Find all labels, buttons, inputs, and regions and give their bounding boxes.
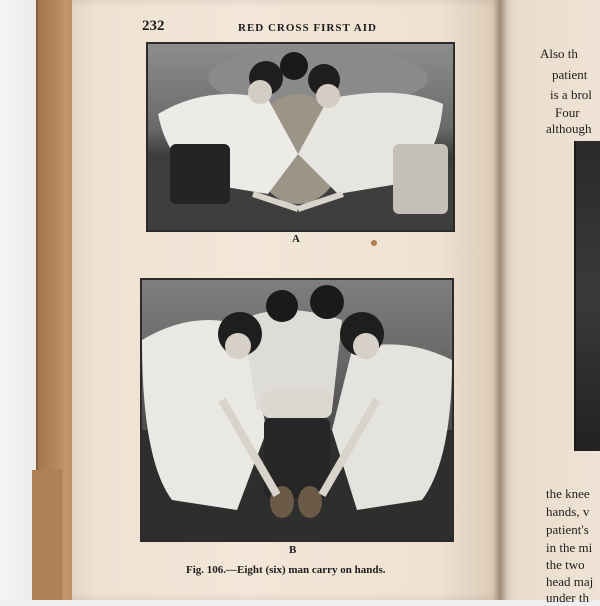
page-number: 232 (142, 18, 165, 34)
right-text-line: head maj (546, 574, 594, 589)
figure-label-b: B (289, 544, 297, 556)
photo-a (146, 42, 455, 232)
page-gutter (493, 0, 507, 600)
right-text-line: although (546, 121, 592, 136)
running-head: RED CROSS FIRST AID (238, 22, 377, 34)
right-text-line: under th (546, 590, 589, 605)
right-text-line: the knee (546, 486, 590, 501)
photo-b (140, 278, 454, 542)
photo-b-illustration (142, 280, 452, 540)
right-text-line: Four (555, 105, 580, 120)
right-text-line: patient (552, 67, 588, 82)
right-text-line: Also th (540, 46, 578, 61)
right-text-line: is a brol (550, 87, 592, 102)
photo-a-illustration (148, 44, 453, 230)
book-binding-edge (32, 470, 62, 600)
figure-label-a: A (292, 233, 300, 245)
paper-hole (371, 240, 377, 246)
figure-caption: Fig. 106.—Eight (six) man carry on hands. (186, 564, 386, 576)
right-page-photo (574, 141, 600, 451)
right-text-line: in the mi (546, 540, 593, 555)
right-text-line: patient's (546, 522, 589, 537)
right-text-line: the two (546, 557, 585, 572)
right-text-line: hands, v (546, 504, 590, 519)
